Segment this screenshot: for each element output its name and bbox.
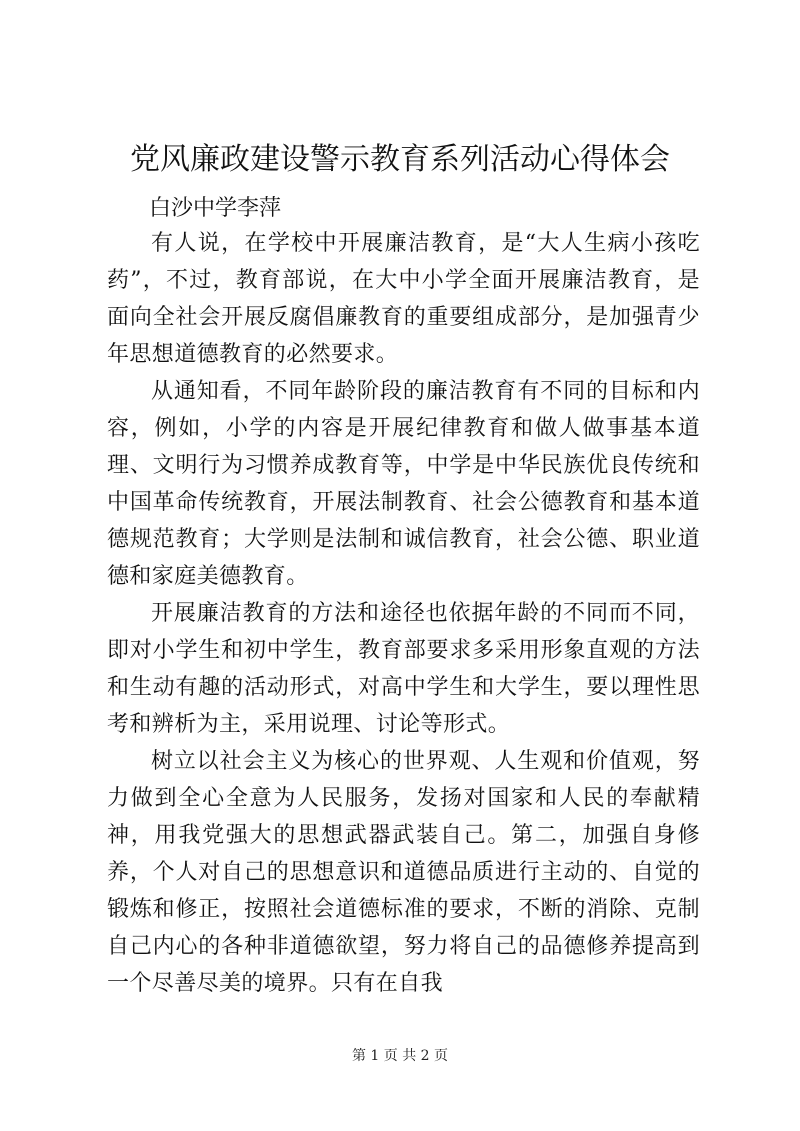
page-footer: 第 1 页 共 2 页 <box>351 1048 449 1064</box>
paragraph-2: 从通知看，不同年龄阶段的廉洁教育有不同的目标和内容，例如，小学的内容是开展纪律教育和做人做事基本道理、文明行为习惯养成教育等，中学是中华民族优良传统和中国革命传统教育，开展法制教育、社会公德教育和基本道德规范教育；大学则是法制和诚信教育，社会公德、职业道德和家庭美德教育。 <box>107 379 700 589</box>
document-body <box>107 225 700 1002</box>
paragraph-3: 开展廉洁教育的方法和途径也依据年龄的不同而不同，即对小学生和初中学生，教育部要求多采用形象直观的方法和生动有趣的活动形式，对高中学生和大学生，要以理性思考和辨析为主，采用说理、讨论等形式。 <box>107 601 700 737</box>
document-author: 白沙中学李萍 <box>149 196 282 221</box>
paragraph-1: 有人说，在学校中开展廉洁教育，是“大人生病小孩吃药”，不过，教育部说，在大中小学全面开展廉洁教育，是面向全社会开展反腐倡廉教育的重要组成部分，是加强青少年思想道德教育的必然要求。 <box>107 231 700 367</box>
document-title: 党风廉政建设警示教育系列活动心得体会 <box>130 142 670 177</box>
paragraph-4: 树立以社会主义为核心的世界观、人生观和价值观，努力做到全心全意为人民服务，发扬对国家和人民的奉献精神，用我党强大的思想武器武装自己。第二，加强自身修养，个人对自己的思想意识和道德品质进行主动的、自觉的锻炼和修正，按照社会道德标准的要求，不断的消除、克制自己内心的各种非道德欲望，努力将自己的品德修养提高到一个尽善尽美的境界。只有在自我 <box>107 749 700 996</box>
